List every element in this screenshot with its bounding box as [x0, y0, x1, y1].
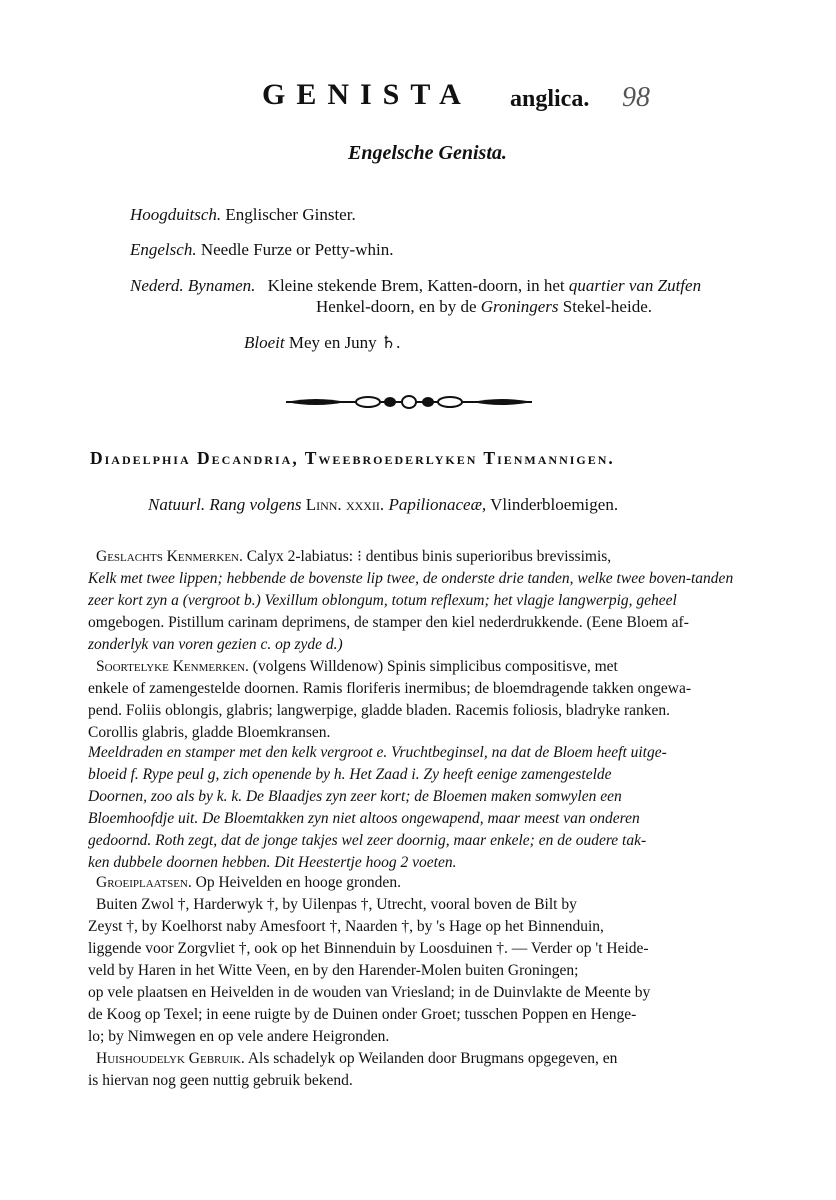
- text-line: [88, 872, 798, 894]
- synonym-value: Kleine stekende Brem, Katten-doorn, in het: [267, 276, 565, 295]
- text-line: liggende voor Zorgvliet †, ook op het Binnenduin by Loosduinen †. — Verder op 't Heide-: [88, 940, 649, 957]
- synonym-english: [130, 240, 393, 260]
- text-line: Bloemhoofdje uit. De Bloemtakken zyn niet altoos ongewapend, maar meest van onderen: [88, 810, 640, 827]
- flowering-time: [244, 333, 400, 353]
- synonym-value: Englischer Ginster.: [225, 205, 356, 224]
- text-line-part: Calyx 2-labiatus: ⁝ dentibus binis superioribus brevissimis,: [246, 548, 612, 565]
- synonym-label: Hoogduitsch.: [130, 205, 222, 224]
- species-characters-paragraph: [88, 656, 798, 744]
- text-line: zeer kort zyn a (vergroot b.) Vexillum oblongum, totum reflexum; het vlagje langwerpig, geheel: [88, 592, 677, 609]
- text-line: bloeid f. Rype peul g, zich openende by h. Het Zaad i. Zy heeft eenige zamengestelde: [88, 766, 612, 783]
- section-heading: Groeiplaatsen.: [96, 874, 192, 891]
- description-paragraph: [88, 742, 798, 874]
- section-heading: Geslachts Kenmerken.: [96, 548, 243, 565]
- vernacular-name: Engelsche Genista.: [348, 142, 507, 164]
- household-use-paragraph: [88, 1048, 798, 1092]
- order-latin: Papilionaceæ,: [388, 495, 487, 514]
- linnaean-class-heading: Diadelphia Decandria, Tweebroederlyken Tienmannigen.: [90, 448, 615, 468]
- text-line: Corollis glabris, gladde Bloemkransen.: [88, 724, 331, 741]
- synonym-label: Nederd. Bynamen.: [130, 276, 256, 295]
- synonym-value: Henkel-doorn, en by de: [316, 297, 477, 316]
- text-line: ken dubbele doornen hebben. Dit Heestertje hoog 2 voeten.: [88, 854, 457, 871]
- text-line: Meeldraden en stamper met den kelk vergroot e. Vruchtbeginsel, na dat de Bloem heeft uitge-: [88, 744, 667, 761]
- decorative-rule-ornament: [286, 392, 532, 412]
- text-line: Doornen, zoo als by k. k. De Blaadjes zyn zeer kort; de Bloemen maken somwylen een: [88, 788, 622, 805]
- order-number: xxxii.: [345, 495, 385, 514]
- genus-characters-paragraph: [88, 546, 798, 656]
- text-line: [88, 1048, 798, 1070]
- text-line: Buiten Zwol †, Harderwyk †, by Uilenpas †, Utrecht, vooral boven de Bilt by: [96, 896, 577, 913]
- text-line: [88, 656, 798, 678]
- handwritten-page-number: 98: [622, 82, 650, 113]
- synonym-dutch-cont: [316, 297, 652, 317]
- section-heading: Huishoudelyk Gebruik.: [96, 1050, 245, 1067]
- text-line: veld by Haren in het Witte Veen, en by den Harender-Molen buiten Groningen;: [88, 962, 579, 979]
- text-line: Kelk met twee lippen; hebbende de bovenste lip twee, de onderste drie tanden, welke twee boven-tanden: [88, 570, 734, 587]
- habitats-paragraph: [88, 872, 798, 1048]
- flowering-label: Bloeit: [244, 333, 285, 352]
- genus-title: GENISTA: [262, 78, 472, 111]
- synonym-label: Engelsch.: [130, 240, 197, 259]
- text-line: is hiervan nog geen nuttig gebruik bekend.: [88, 1072, 353, 1089]
- synonym-value: Stekel-heide.: [562, 297, 652, 316]
- text-line-part: (volgens Willdenow) Spinis simplicibus compositisve, met: [252, 658, 618, 675]
- text-line-part: Als schadelyk op Weilanden door Brugmans opgegeven, en: [247, 1050, 618, 1067]
- text-line: op vele plaatsen en Heivelden in de wouden van Vriesland; in de Duinvlakte de Meente by: [88, 984, 651, 1001]
- text-line: pend. Foliis oblongis, glabris; langwerpige, gladde bladen. Racemis foliosis, bladryke ranken.: [88, 702, 670, 719]
- order-prefix: Natuurl. Rang volgens: [148, 495, 302, 514]
- text-line: gedoornd. Roth zegt, dat de jonge takjes wel zeer doornig, maar enkele; en de oudere tak-: [88, 832, 647, 849]
- section-heading: Soortelyke Kenmerken.: [96, 658, 249, 675]
- synonym-german: [130, 205, 356, 225]
- text-line: enkele of zamengestelde doornen. Ramis floriferis inermibus; de bloemdragende takken ongewa-: [88, 680, 691, 697]
- text-line: [88, 546, 798, 568]
- order-author: Linn.: [305, 495, 342, 514]
- text-line: omgebogen. Pistillum carinam deprimens, de stamper den kiel nederdrukkende. (Eene Bloem af-: [88, 614, 689, 631]
- natural-order-line: [148, 495, 618, 515]
- order-dutch: Vlinderbloemigen.: [490, 495, 619, 514]
- species-title: anglica.: [510, 86, 590, 112]
- text-line-part: Op Heivelden en hooge gronden.: [195, 874, 401, 891]
- synonym-value: Needle Furze or Petty-whin.: [200, 240, 394, 259]
- synonym-value-italic: quartier van Zutfen: [568, 276, 702, 295]
- text-line: de Koog op Texel; in eene ruigte by de Duinen onder Groet; tusschen Poppen en Henge-: [88, 1006, 637, 1023]
- synonym-dutch: [130, 276, 701, 296]
- text-line: zonderlyk van voren gezien c. op zyde d.): [88, 636, 343, 653]
- text-line: lo; by Nimwegen en op vele andere Heigronden.: [88, 1028, 390, 1045]
- flowering-value: Mey en Juny ♄.: [288, 333, 401, 352]
- synonym-value-italic: Groningers: [480, 297, 559, 316]
- text-line: Zeyst †, by Koelhorst naby Amesfoort †, Naarden †, by 's Hage op het Binnenduin,: [88, 918, 604, 935]
